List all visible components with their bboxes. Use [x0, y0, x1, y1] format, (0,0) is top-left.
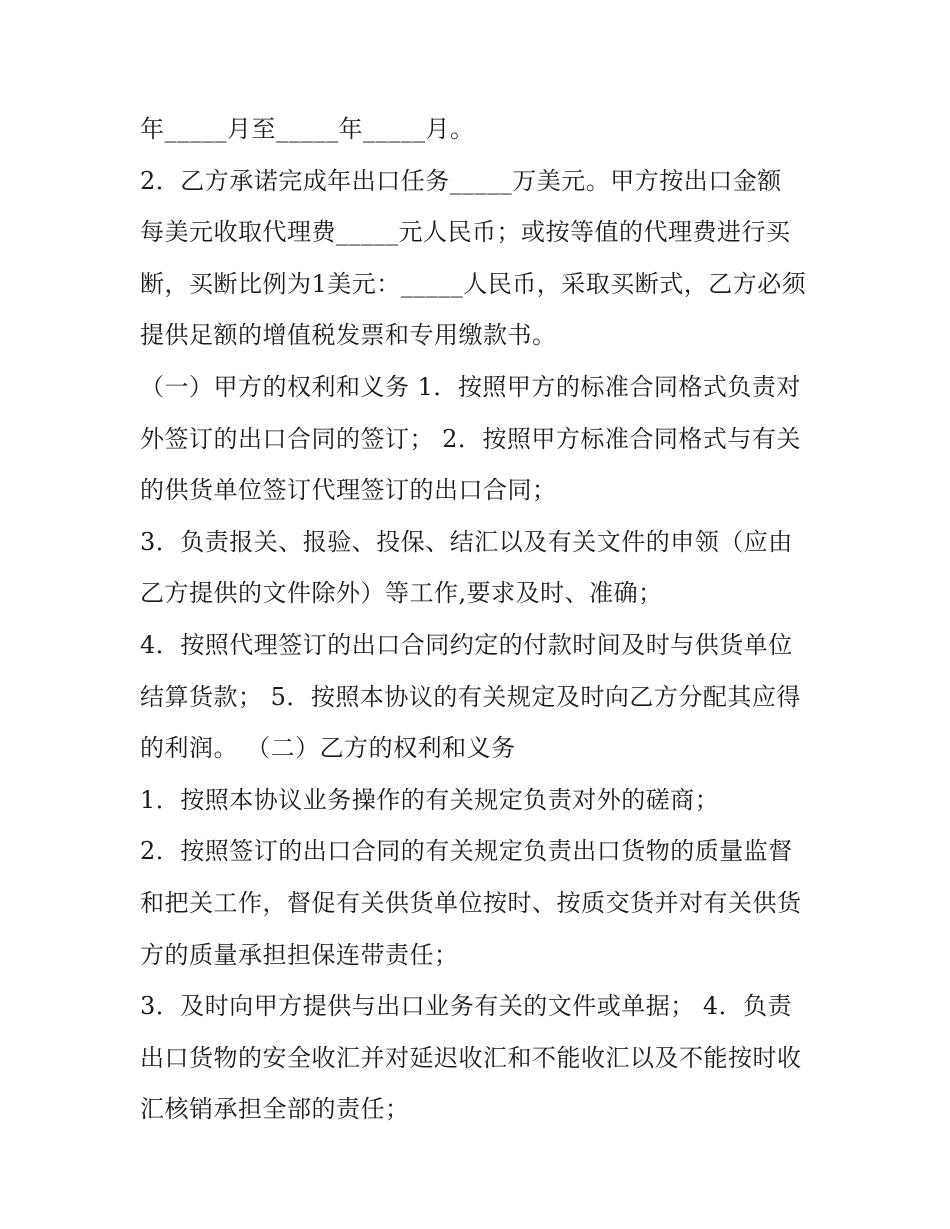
text-line-14: 1．按照本协议业务操作的有关规定负责对外的磋商； — [140, 785, 720, 814]
text-line-17: 方的质量承担担保连带责任； — [140, 940, 459, 969]
text-line-10: 乙方提供的文件除外）等工作,要求及时、准确； — [140, 579, 663, 608]
text-line-11: 4．按照代理签订的出口合同约定的付款时间及时与供货单位 — [140, 630, 793, 659]
text-line-7: 外签订的出口合同的签订； 2．按照甲方标准合同格式与有关 — [140, 424, 801, 453]
text-line-9: 3．负责报关、报验、投保、结汇以及有关文件的申领（应由 — [140, 527, 793, 556]
text-line-15: 2．按照签订的出口合同的有关规定负责出口货物的质量监督 — [140, 837, 793, 866]
text-line-1: 年_____月至_____年_____月。 — [140, 115, 475, 143]
text-line-6: （一）甲方的权利和义务 1．按照甲方的标准合同格式负责对 — [140, 372, 801, 401]
text-line-12: 结算货款； 5．按照本协议的有关规定及时向乙方分配其应得 — [140, 682, 801, 711]
text-line-13: 的利润。 （二）乙方的权利和义务 — [140, 734, 516, 763]
text-line-2: 2．乙方承诺完成年出口任务_____万美元。甲方按出口金额 — [140, 166, 782, 195]
text-line-18: 3．及时向甲方提供与出口业务有关的文件或单据； 4．负责 — [140, 992, 793, 1021]
document-body — [140, 104, 820, 1136]
text-line-3: 每美元收取代理费_____元人民币；或按等值的代理费进行买 — [140, 218, 791, 247]
text-line-20: 汇核销承担全部的责任； — [140, 1095, 410, 1124]
text-line-5: 提供足额的增值税发票和专用缴款书。 — [140, 321, 557, 350]
text-line-8: 的供货单位签订代理签订的出口合同； — [140, 476, 557, 505]
text-line-19: 出口货物的安全收汇并对延迟收汇和不能收汇以及不能按时收 — [140, 1043, 802, 1072]
text-line-4: 断，买断比例为1美元：_____人民币，采取买断式，乙方必须 — [140, 269, 807, 298]
text-line-16: 和把关工作，督促有关供货单位按时、按质交货并对有关供货 — [140, 888, 802, 917]
